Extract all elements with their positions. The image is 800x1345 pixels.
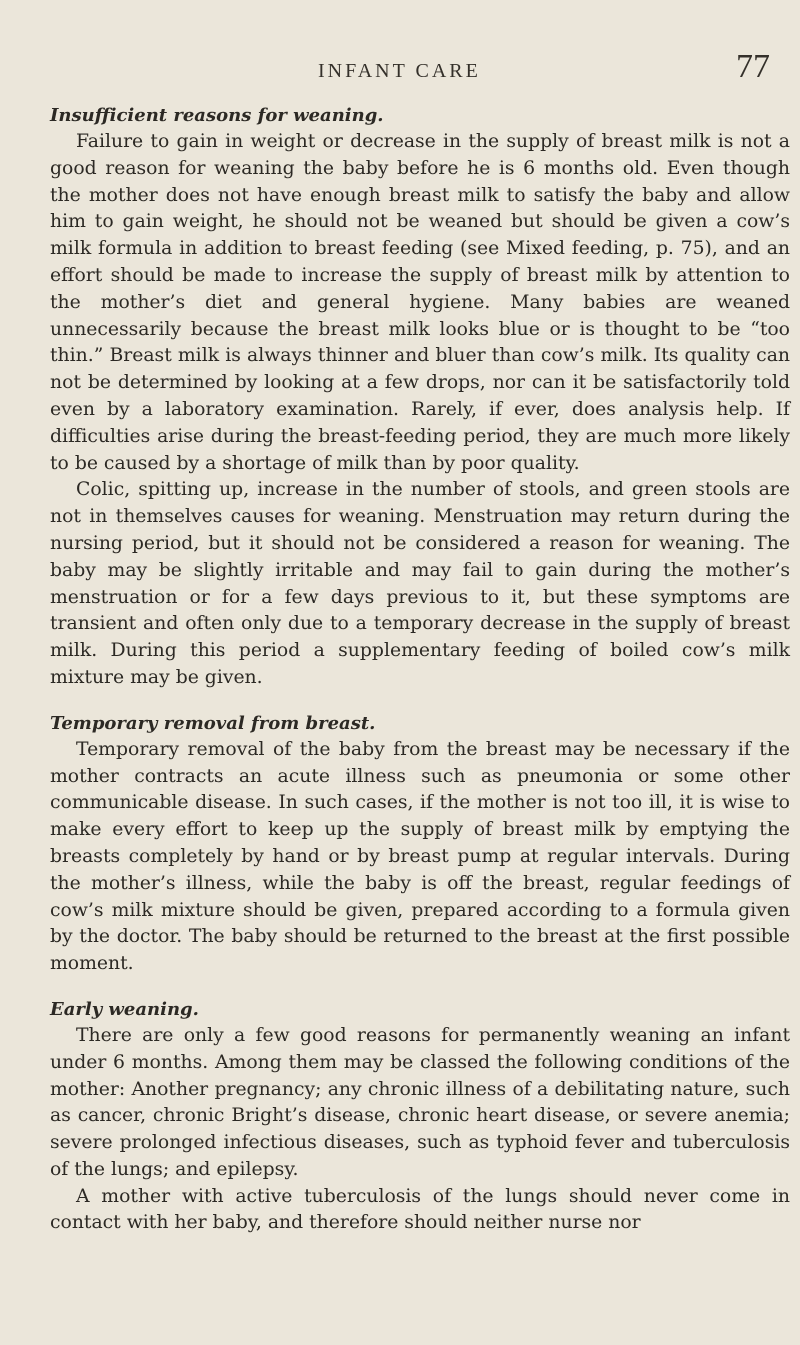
section-spacer	[50, 978, 790, 996]
section-heading: Insufficient reasons for weaning.	[50, 105, 384, 126]
section-early-weaning	[50, 996, 790, 1237]
section-temporary-removal	[50, 710, 790, 978]
paragraph: Failure to gain in weight or decrease in the supply of breast milk is not a good reason for weaning the baby before he is 6 months old. Even though the mother does not have enough breast milk to satisfy the baby and allow him to gain weight, he should not be weaned but should be given a cow’s milk formula in addition to breast feeding (see Mixed feeding, p. 75), and an effort should be made to increase the supply of breast milk by attention to the mother’s diet and general hygiene. Many babies are weaned unnecessarily because the breast milk looks blue or is thought to be “too thin.” Breast milk is always thinner and bluer than cow’s milk. Its quality can not be determined by looking at a few drops, nor can it be satisfactorily told even by a laboratory examination. Rarely, if ever, does analysis help. If difficulties arise during the breast-feeding period, they are much more likely to be caused by a shortage of milk than by poor quality.	[50, 131, 790, 474]
paragraph: Colic, spitting up, increase in the number of stools, and green stools are not in themselves causes for weaning. Menstruation may return during the nursing period, but it should not be considered a reason for weaning. The baby may be slightly irritable and may fail to gain during the mother’s menstruation or for a few days previous to it, but these symptoms are transient and often only due to a temporary decrease in the supply of breast milk. During this period a supplementary feeding of boiled cow’s milk mixture may be given.	[50, 479, 790, 688]
section-insufficient-reasons	[50, 102, 790, 692]
paragraph: A mother with active tuberculosis of the lungs should never come in contact with her baby, and therefore should neither nurse nor	[50, 1185, 790, 1234]
section-heading: Early weaning.	[50, 998, 199, 1020]
running-head	[0, 50, 800, 90]
page-number: 77	[736, 48, 770, 85]
paragraph: There are only a few good reasons for permanently weaning an infant under 6 months. Among them may be classed the following conditions of the mother: Another pregnancy; any chronic illness of a debilitating nature, such as cancer, chronic Bright’s disease, chronic heart disease, or severe anemia; severe prolonged infectious diseases, such as typhoid fever and tuberculosis of the lungs; and epilepsy.	[50, 1024, 790, 1180]
body-text	[50, 102, 790, 1237]
section-heading: Temporary removal from breast.	[50, 712, 376, 734]
section-spacer	[50, 692, 790, 710]
paragraph: Temporary removal of the baby from the breast may be necessary if the mother contracts an acute illness such as pneumonia or some other communicable disease. In such cases, if the mother is not too ill, it is wise to make every effort to keep up the supply of breast milk by emptying the breasts completely by hand or by breast pump at regular intervals. During the mother’s illness, while the baby is off the breast, regular feedings of cow’s milk mixture should be given, prepared according to a formula given by the doctor. The baby should be returned to the breast at the first possible moment.	[50, 738, 790, 975]
running-title: INFANT CARE	[318, 60, 481, 82]
